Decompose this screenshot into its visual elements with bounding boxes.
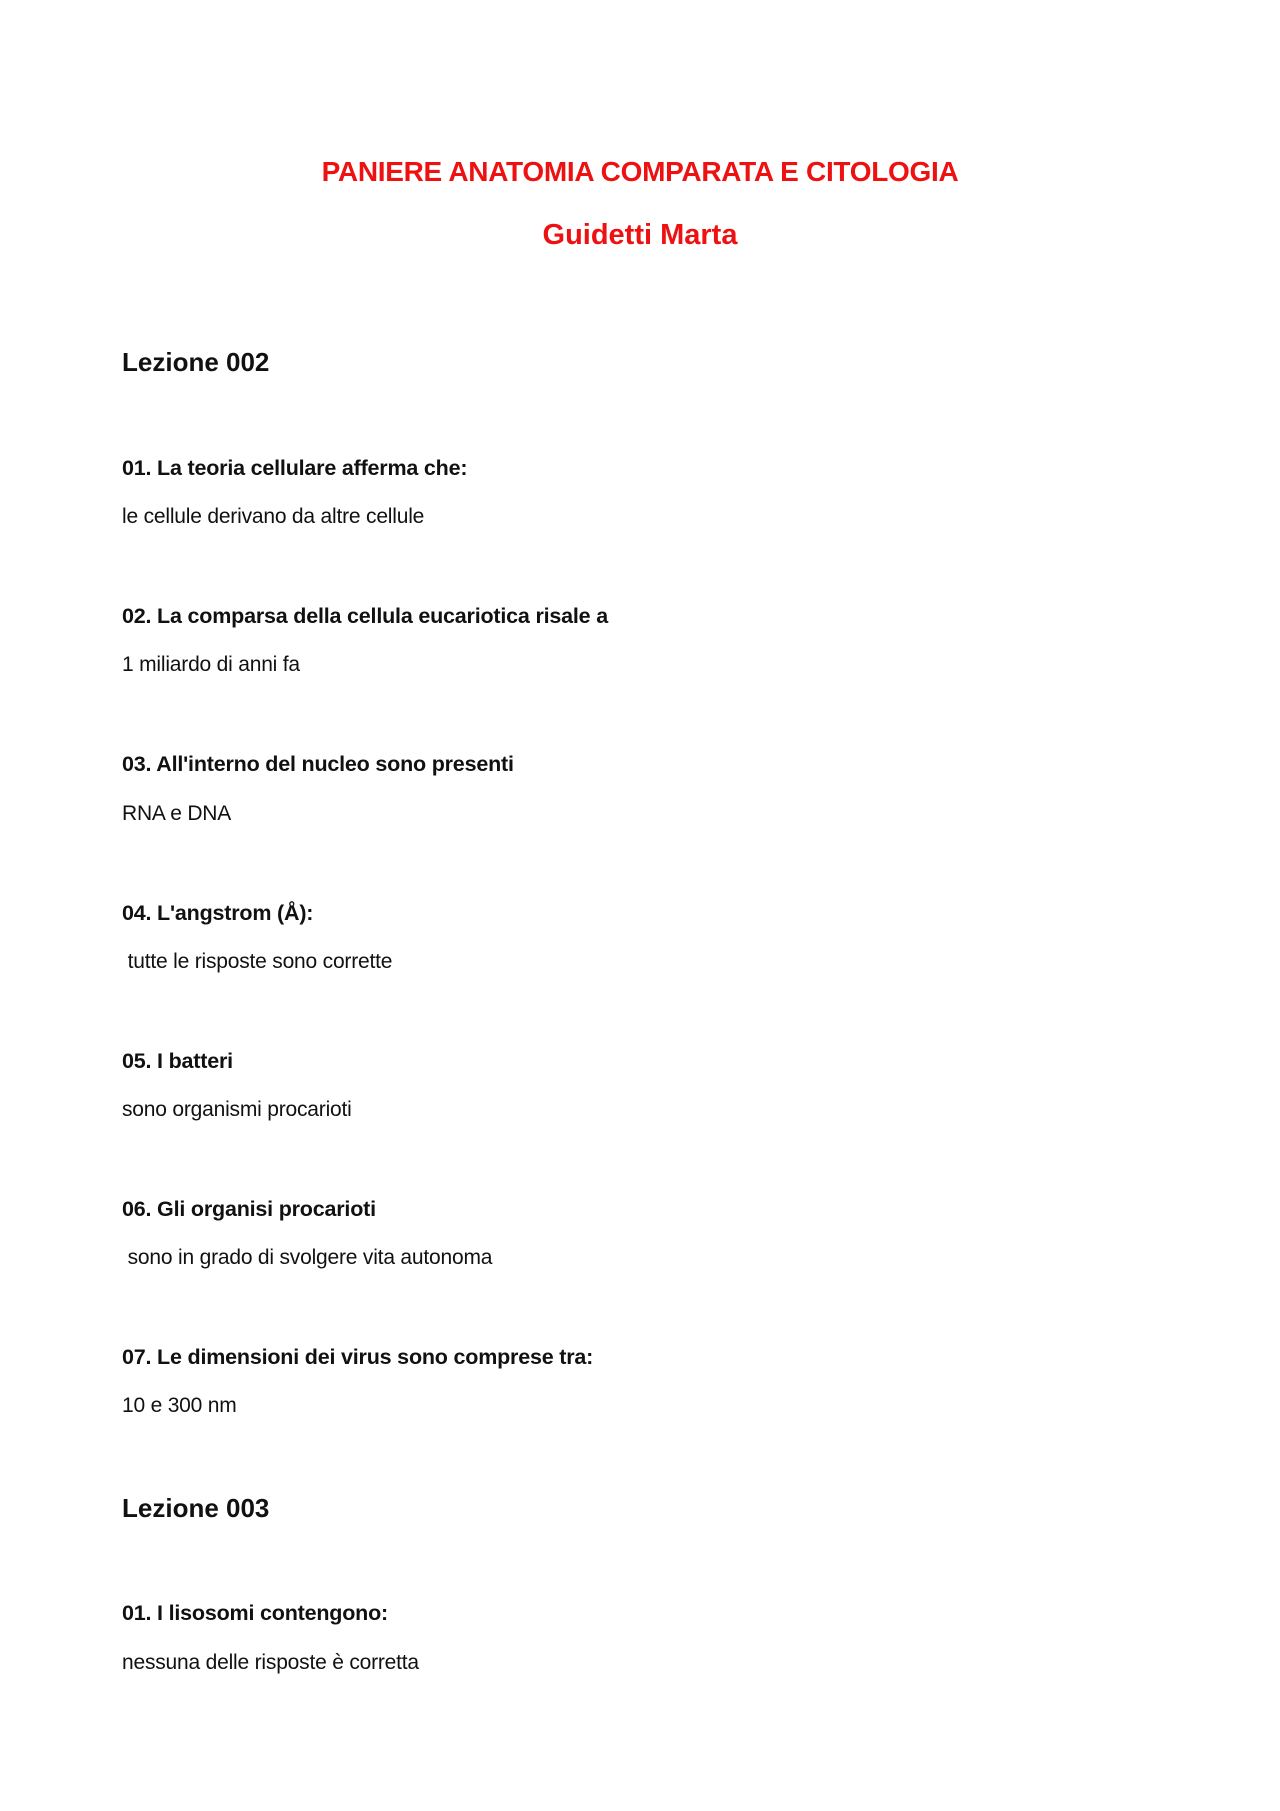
answer-text: nessuna delle risposte è corretta xyxy=(122,1651,419,1674)
question-text: 07. Le dimensioni dei virus sono comprese tra: xyxy=(122,1345,594,1369)
answer-text: sono in grado di svolgere vita autonoma xyxy=(122,1246,493,1269)
question-text: 02. La comparsa della cellula eucariotica risale a xyxy=(122,604,608,628)
lesson-heading: Lezione 003 xyxy=(122,1493,270,1523)
question-text: 06. Gli organisi procarioti xyxy=(122,1197,376,1221)
question-text: 03. All'interno del nucleo sono presenti xyxy=(122,752,514,776)
answer-text: sono organismi procarioti xyxy=(122,1098,352,1121)
answer-text: 1 miliardo di anni fa xyxy=(122,653,300,676)
answer-text: tutte le risposte sono corrette xyxy=(122,950,393,973)
answer-text: le cellule derivano da altre cellule xyxy=(122,505,425,528)
question-text: 04. L'angstrom (Å): xyxy=(122,901,314,925)
question-text: 01. I lisosomi contengono: xyxy=(122,1601,388,1625)
question-text: 01. La teoria cellulare afferma che: xyxy=(122,456,468,480)
document-author: Guidetti Marta xyxy=(542,219,738,251)
answer-text: RNA e DNA xyxy=(122,802,232,825)
question-text: 05. I batteri xyxy=(122,1049,233,1073)
document-title: PANIERE ANATOMIA COMPARATA E CITOLOGIA xyxy=(321,156,959,187)
lesson-heading: Lezione 002 xyxy=(122,347,270,377)
answer-text: 10 e 300 nm xyxy=(122,1394,237,1417)
